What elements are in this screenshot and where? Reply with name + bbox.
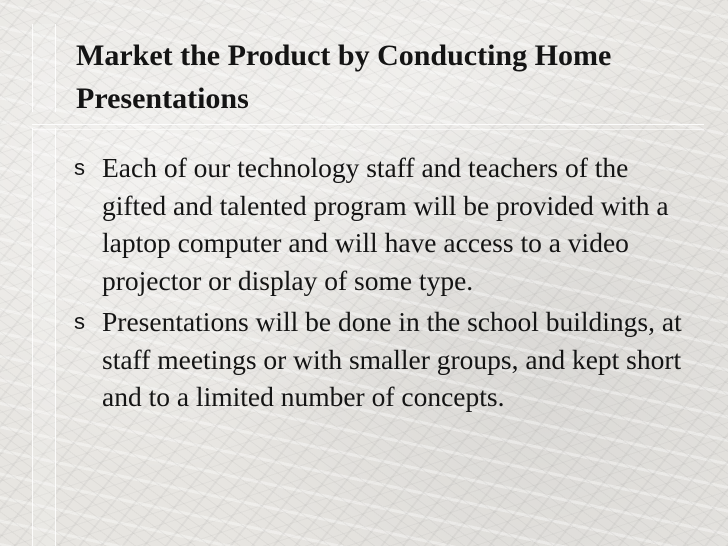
bullet-marker-icon: s	[74, 155, 85, 180]
bullet-marker-icon: s	[74, 309, 85, 334]
title-divider	[32, 124, 704, 130]
bullet-text: Presentations will be done in the school buildings, at staff meetings or with smaller groups, and kept short and to a limited number of concepts.	[102, 306, 682, 412]
bullet-item	[66, 149, 696, 299]
bullet-list	[66, 149, 696, 420]
bullet-text: Each of our technology staff and teachers of the gifted and talented program will be provided with a laptop computer and will have access to a video projector or display of some type.	[102, 152, 669, 296]
frame-line-top-left	[32, 24, 56, 112]
bullet-item	[66, 303, 696, 416]
slide-title: Market the Product by Conducting Home Presentations	[76, 39, 612, 115]
frame-line-bottom-left	[32, 128, 56, 546]
